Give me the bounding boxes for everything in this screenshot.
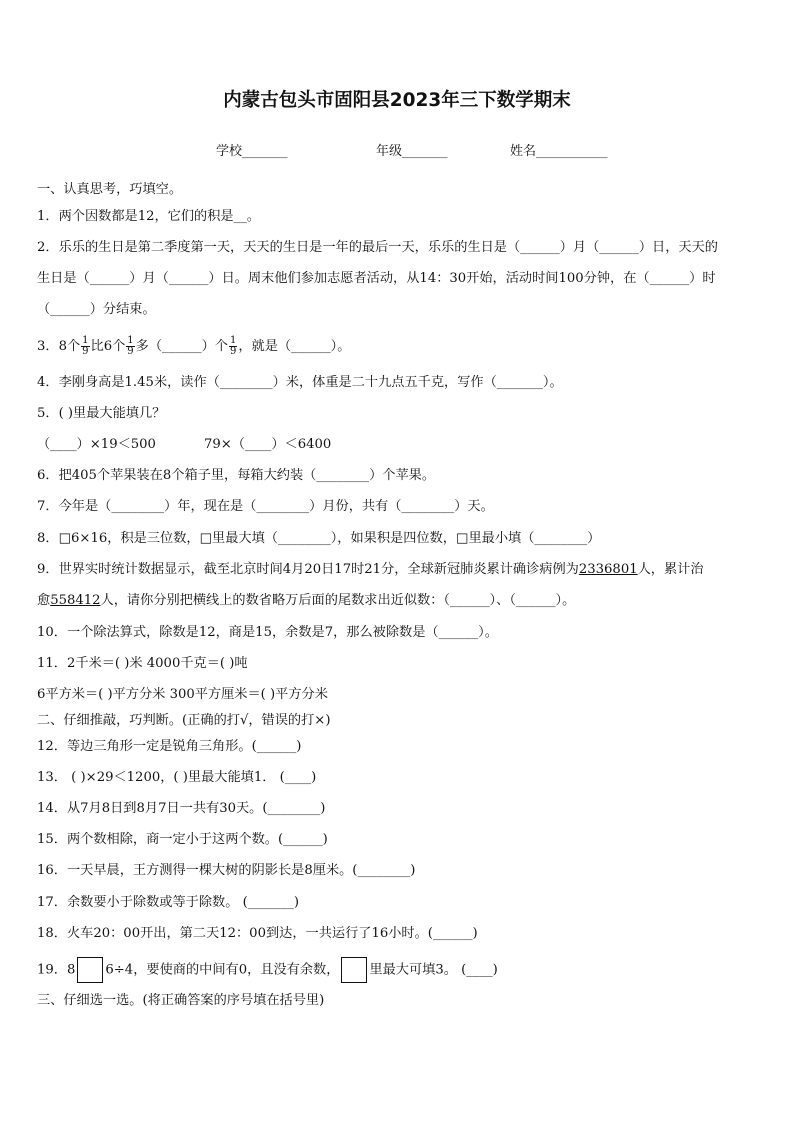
fraction-denominator: 9	[127, 346, 134, 357]
question-18: 18．火车20：00开出，第二天12：00到达，一共运行了16小时。(______)	[37, 926, 478, 941]
question-10: 10．一个除法算式，除数是12，商是15，余数是7，那么被除数是（______）。	[37, 625, 498, 640]
blank-box	[341, 957, 367, 983]
question-2-line-1: 2．乐乐的生日是第二季度第一天，天天的生日是一年的最后一天，乐乐的生日是（______）月（______）日，天天的	[37, 240, 718, 255]
question-9-line-1	[37, 561, 759, 579]
q9-text-post: 人，累计治	[637, 562, 704, 577]
question-8: 8．□6×16，积是三位数，□里最大填（________），如果积是四位数，□里最小填（________）	[37, 531, 601, 546]
question-1: 1．两个因数都是12，它们的积是__。	[37, 209, 260, 224]
section-2-header: 二、仔细推敲，巧判断。(正确的打√，错误的打×)	[37, 713, 331, 728]
fraction-denominator: 9	[229, 346, 237, 357]
section-1-header: 一、认真思考，巧填空。	[37, 182, 183, 197]
question-16: 16．一天早晨，王方测得一棵大树的阴影长是8厘米。(________)	[37, 863, 416, 878]
name-field: 姓名___________	[510, 144, 608, 159]
q9-number-recovered: 558412	[50, 593, 101, 608]
question-11-line-1: 11．2千米＝( )米 4000千克＝( )吨	[37, 656, 248, 671]
blank-box	[77, 957, 103, 983]
fraction-numerator: 1	[82, 335, 89, 346]
grade-field: 年级_______	[376, 144, 448, 159]
fraction-one-ninth	[229, 336, 237, 357]
question-5-items	[37, 436, 759, 454]
school-field: 学校_______	[216, 144, 288, 159]
section-3-header: 三、仔细选一选。(将正确答案的序号填在括号里)	[37, 993, 325, 1008]
question-13: 13． ( )×29＜1200，( )里最大能填1． (____)	[37, 770, 317, 785]
fraction-one-ninth	[126, 336, 134, 357]
question-9-line-2	[37, 592, 759, 610]
fraction-denominator: 9	[82, 346, 89, 357]
question-11-line-2: 6平方米＝( )平方分米 300平方厘米＝( )平方分米	[37, 687, 328, 702]
question-12: 12．等边三角形一定是锐角三角形。(______)	[37, 739, 302, 754]
q9-text-post-2: 人，请你分别把横线上的数省略万后面的尾数求出近似数：（______）、（______）。	[100, 593, 576, 608]
q9-text-pre: 9．世界实时统计数据显示，截至北京时间4月20日17时21分，全球新冠肺炎累计确诊病例为	[37, 562, 579, 577]
q3-text-mid1: 比6个	[90, 339, 126, 354]
q3-text-post: ，就是（______）。	[238, 339, 351, 354]
q3-text-mid2: 多（______）个	[135, 339, 228, 354]
question-17: 17．余数要小于除数或等于除数。 (_______)	[37, 895, 300, 910]
q5-item-left: （____）×19＜500	[37, 437, 156, 452]
question-19	[37, 957, 759, 984]
question-5: 5．( )里最大能填几？	[37, 406, 166, 421]
question-7: 7．今年是（________）年，现在是（________）月份，共有（________）天。	[37, 499, 494, 514]
q9-text-pre-2: 愈	[37, 593, 51, 608]
fraction-one-ninth	[81, 336, 89, 357]
fraction-numerator: 1	[229, 335, 237, 346]
question-3	[37, 336, 759, 357]
question-4: 4．李刚身高是1.45米，读作（________）米，体重是二十九点五千克，写作（_______）。	[37, 375, 563, 390]
q19-text-pre: 19．8	[37, 962, 76, 978]
question-2-line-3: （______）分结束。	[37, 302, 156, 317]
q19-text-post: 里最大可填3。 (____)	[369, 962, 498, 978]
fraction-numerator: 1	[127, 335, 134, 346]
q19-text-mid: 6÷4，要使商的中间有0，且没有余数，	[105, 962, 340, 978]
question-15: 15．两个数相除，商一定小于这两个数。(______)	[37, 832, 328, 847]
q9-number-confirmed: 2336801	[578, 562, 638, 577]
q3-text-pre: 3．8个	[37, 339, 81, 354]
question-14: 14．从7月8日到8月7日一共有30天。(________)	[37, 801, 326, 816]
question-2-line-2: 生日是（______）月（______）日。周末他们参加志愿者活动，从14：30开始，活动时间100分钟，在（______）时	[37, 271, 716, 286]
page-title: 内蒙古包头市固阳县2023年三下数学期末	[223, 90, 571, 111]
question-6: 6．把405个苹果装在8个箱子里，每箱大约装（________）个苹果。	[37, 468, 436, 483]
q5-item-right: 79×（____）＜6400	[203, 437, 332, 452]
